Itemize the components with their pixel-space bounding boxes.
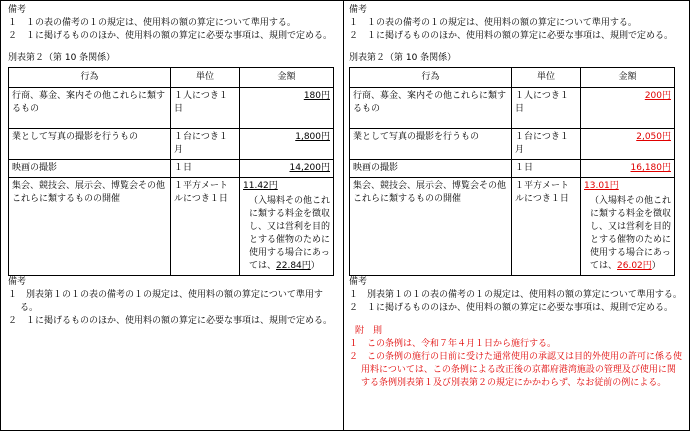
cell-unit: １平方メートルにつき１日 xyxy=(512,178,581,276)
header-amount: 金額 xyxy=(240,68,334,88)
cell-act: 行商、募金、案内その他これらに類するもの xyxy=(350,88,512,129)
cell-act: 行商、募金、案内その他これらに類するもの xyxy=(9,88,171,129)
biko2-item: ２ １に掲げるもののほか、使用料の額の算定に必要な事項は、規則で定める。 xyxy=(8,316,333,326)
biko-item: １ １の表の備考の１の規定は、使用料の額の算定について準用する。 xyxy=(349,18,637,28)
cell-amount: 13.01円 xyxy=(584,181,619,191)
biko-title: 備考 xyxy=(349,5,368,15)
cell-unit: １人につき１日 xyxy=(512,88,581,129)
header-act: 行為 xyxy=(9,68,171,88)
header-act: 行為 xyxy=(350,68,512,88)
fee-table xyxy=(8,67,334,276)
right-column-revised xyxy=(344,1,689,430)
fee-table xyxy=(349,67,675,276)
cell-amount: 200円 xyxy=(644,91,671,101)
biko-item: ２ １に掲げるもののほか、使用料の額の算定に必要な事項は、規則で定める。 xyxy=(8,31,333,41)
cell-unit: １日 xyxy=(171,160,240,178)
supplementary-provision-item: ２ この条例の施行の日前に受けた通常使用の承認又は目的外使用の許可に係る使用料については、この条例による改正後の京都府港湾施設の管理及び使用に関する条例別表第１及び別表第２の規定にかかわらず、なお従前の例による。 xyxy=(349,352,683,388)
cell-unit: １平方メートルにつき１日 xyxy=(171,178,240,276)
header-unit: 単位 xyxy=(512,68,581,88)
table-row xyxy=(9,129,334,160)
cell-unit: １人につき１日 xyxy=(171,88,240,129)
cell-note-amount: 22.84円 xyxy=(276,261,311,271)
header-amount: 金額 xyxy=(581,68,675,88)
table-title: 別表第２（第 10 条関係） xyxy=(349,53,457,63)
cell-unit: １台につき１月 xyxy=(171,129,240,160)
table-row xyxy=(350,178,675,276)
cell-act: 集会、競技会、展示会、博覧会その他これらに類するものの開催 xyxy=(350,178,512,276)
cell-unit: １台につき１月 xyxy=(512,129,581,160)
left-column-current xyxy=(1,1,344,430)
table-row xyxy=(350,88,675,129)
biko-title: 備考 xyxy=(8,5,27,15)
cell-act: 映画の撮影 xyxy=(9,160,171,178)
supplementary-provisions-title: 附 則 xyxy=(355,326,383,336)
cell-amount: 180円 xyxy=(303,91,330,101)
cell-act: 業として写真の撮影を行うもの xyxy=(350,129,512,160)
supplementary-provision-item: １ この条例は、令和７年４月１日から施行する。 xyxy=(349,339,557,349)
biko2-item: ２ １に掲げるもののほか、使用料の額の算定に必要な事項は、規則で定める。 xyxy=(349,303,674,313)
cell-amount: 11.42円 xyxy=(243,181,278,191)
table-title: 別表第２（第 10 条関係） xyxy=(8,53,116,63)
cell-amount: 2,050円 xyxy=(636,132,671,142)
cell-amount: 16,180円 xyxy=(630,163,671,173)
table-row xyxy=(350,129,675,160)
cell-note-end: ） xyxy=(310,261,320,271)
cell-amount-block xyxy=(581,178,675,276)
cell-act: 業として写真の撮影を行うもの xyxy=(9,129,171,160)
table-row xyxy=(9,88,334,129)
biko2-item: １ 別表第１の１の表の備考の１の規定は、使用料の額の算定について準用する。 xyxy=(8,290,323,313)
cell-act: 映画の撮影 xyxy=(350,160,512,178)
cell-unit: １日 xyxy=(512,160,581,178)
cell-note-end: ） xyxy=(651,261,661,271)
cell-note-amount: 26.02円 xyxy=(617,261,652,271)
cell-note: （入場料その他これに類する料金を徴収し、又は営利を目的とする催物のために使用する場合にあっては、 xyxy=(249,196,331,271)
table-row xyxy=(350,160,675,178)
biko-item: １ １の表の備考の１の規定は、使用料の額の算定について準用する。 xyxy=(8,18,296,28)
cell-act: 集会、競技会、展示会、博覧会その他これらに類するものの開催 xyxy=(9,178,171,276)
cell-note: （入場料その他これに類する料金を徴収し、又は営利を目的とする催物のために使用する場合にあっては、 xyxy=(590,196,672,271)
biko-item: ２ １に掲げるもののほか、使用料の額の算定に必要な事項は、規則で定める。 xyxy=(349,31,674,41)
header-unit: 単位 xyxy=(171,68,240,88)
biko2-title: 備考 xyxy=(349,277,368,287)
biko2-title: 備考 xyxy=(8,277,27,287)
cell-amount: 1,800円 xyxy=(295,132,330,142)
table-row xyxy=(9,178,334,276)
cell-amount-block xyxy=(240,178,334,276)
cell-amount: 14,200円 xyxy=(289,163,330,173)
table-row xyxy=(9,160,334,178)
biko2-item: １ 別表第１の１の表の備考の１の規定は、使用料の額の算定について準用する。 xyxy=(349,290,682,300)
